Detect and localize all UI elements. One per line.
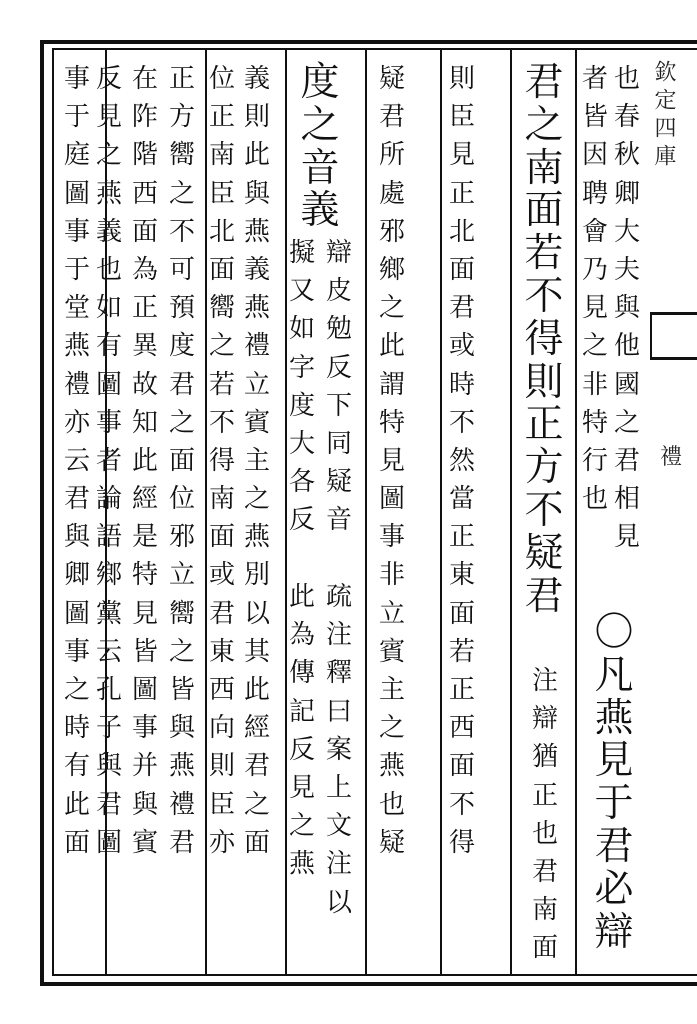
glyph: 正	[448, 675, 475, 705]
glyph: 異	[131, 331, 158, 362]
glyph: 正	[131, 293, 158, 324]
glyph: 此	[131, 445, 158, 476]
glyph: 可	[168, 254, 195, 285]
glyph: 見	[448, 140, 475, 171]
text-column-c3	[590, 612, 638, 954]
glyph: 與	[243, 178, 270, 209]
glyph: 事	[63, 636, 90, 667]
glyph: 皆	[131, 636, 158, 667]
glyph: 時	[63, 713, 90, 744]
glyph: 反	[325, 352, 352, 383]
glyph: 事	[95, 407, 122, 438]
glyph: 正	[531, 780, 558, 811]
glyph: 君	[524, 60, 564, 105]
glyph: 行	[581, 445, 608, 476]
glyph: 然	[448, 445, 475, 476]
glyph: 得	[448, 827, 475, 858]
glyph: 也	[95, 254, 122, 285]
glyph: 正	[448, 178, 475, 209]
glyph: 度	[168, 331, 195, 362]
glyph: 若	[208, 369, 235, 400]
glyph: 之	[288, 811, 315, 842]
glyph: 或	[208, 560, 235, 591]
glyph: 立	[168, 560, 195, 591]
text-column-c8	[240, 60, 274, 862]
glyph: 邪	[378, 216, 405, 247]
glyph: 此	[288, 582, 315, 612]
glyph: 亦	[63, 407, 90, 438]
glyph: 立	[243, 369, 270, 400]
glyph: 圖	[63, 178, 90, 209]
glyph: 嚮	[168, 140, 195, 171]
glyph: 如	[288, 314, 315, 345]
column-rule	[440, 48, 442, 976]
text-column-c4-note	[528, 662, 562, 968]
glyph: 疏	[325, 582, 352, 612]
glyph: 嚮	[208, 293, 235, 324]
glyph: 也	[378, 789, 405, 820]
glyph: 位	[208, 64, 235, 94]
glyph: 君	[243, 751, 270, 782]
glyph: 圖	[63, 598, 90, 629]
glyph: 燕	[63, 331, 90, 362]
glyph: 不	[524, 487, 564, 533]
glyph: 同	[325, 428, 352, 459]
glyph: 與	[613, 293, 640, 324]
glyph: 北	[448, 216, 475, 247]
glyph: 北	[208, 216, 235, 247]
glyph: 西	[208, 675, 235, 705]
text-column-c11	[128, 60, 162, 862]
glyph: 君	[594, 823, 634, 869]
glyph: 面	[524, 188, 564, 234]
side-marker: 禮	[660, 445, 683, 470]
text-column-c13	[60, 60, 94, 862]
glyph: 見	[131, 598, 158, 629]
glyph: 當	[448, 484, 475, 515]
glyph: 傳	[288, 658, 315, 689]
glyph: 疑	[524, 530, 564, 576]
glyph: 反	[288, 734, 315, 765]
glyph: 卿	[63, 560, 90, 591]
glyph: 面	[168, 445, 195, 476]
note-line	[285, 234, 319, 540]
glyph: 之	[243, 789, 270, 820]
glyph: 下	[325, 390, 352, 421]
glyph: 謂	[378, 369, 405, 400]
glyph: 主	[243, 445, 270, 476]
column-rule	[510, 48, 512, 976]
glyph: 也	[613, 64, 640, 94]
text-column-c9	[205, 60, 239, 862]
glyph: 以	[243, 598, 270, 629]
glyph: 面	[243, 827, 270, 858]
glyph: 向	[208, 713, 235, 744]
glyph: 凡	[594, 652, 634, 698]
glyph: 西	[448, 713, 475, 744]
glyph: 燕	[243, 522, 270, 553]
glyph: 非	[581, 369, 608, 400]
glyph: 義	[243, 254, 270, 285]
glyph: 若	[448, 636, 475, 667]
glyph: 見	[594, 738, 634, 784]
glyph: 經	[131, 484, 158, 515]
glyph: 案	[325, 734, 352, 765]
glyph: 有	[63, 751, 90, 782]
glyph: 見	[288, 772, 315, 803]
glyph: 南	[524, 145, 564, 191]
glyph: 則	[448, 64, 475, 94]
text-column-c1	[610, 60, 644, 556]
glyph: 燕	[243, 293, 270, 324]
glyph: 以	[325, 887, 352, 918]
glyph: 上	[325, 772, 352, 803]
glyph: 之	[63, 675, 90, 705]
glyph: 不	[524, 273, 564, 319]
glyph: 皮	[325, 276, 352, 307]
glyph: 正	[448, 522, 475, 553]
glyph: 預	[168, 293, 195, 324]
glyph: 見	[581, 293, 608, 324]
glyph: 注	[531, 666, 558, 696]
glyph: 別	[243, 560, 270, 591]
glyph: 者	[581, 64, 608, 94]
glyph: 事	[63, 216, 90, 247]
glyph: 有	[95, 331, 122, 362]
glyph: 圖	[378, 484, 405, 515]
glyph: 并	[131, 751, 158, 782]
glyph: 他	[613, 331, 640, 362]
edge-marker: 欽定四庫	[651, 60, 676, 172]
text-column-c2	[578, 60, 612, 518]
glyph: 臣	[208, 789, 235, 820]
glyph: 經	[243, 713, 270, 744]
glyph: 燕	[168, 751, 195, 782]
glyph: 臣	[448, 102, 475, 133]
glyph: 特	[378, 407, 405, 438]
glyph: 圖	[95, 369, 122, 400]
glyph: 禮	[243, 331, 270, 362]
glyph: 于	[594, 781, 634, 827]
glyph: 之	[581, 331, 608, 362]
glyph: 正	[168, 64, 195, 94]
glyph: 此	[378, 331, 405, 362]
glyph: 云	[63, 445, 90, 476]
glyph: 之	[300, 102, 340, 148]
glyph: 燕	[243, 216, 270, 247]
glyph: 夫	[613, 254, 640, 285]
glyph: 此	[243, 675, 270, 705]
glyph: 文	[325, 811, 352, 842]
glyph: 嚮	[168, 598, 195, 629]
glyph: 君	[168, 827, 195, 858]
glyph: 大	[288, 428, 315, 459]
glyph: 所	[378, 140, 405, 171]
glyph: 君	[378, 102, 405, 133]
glyph: 南	[208, 484, 235, 515]
glyph: 方	[524, 445, 564, 491]
glyph: 疑	[378, 827, 405, 858]
glyph: 度	[300, 60, 340, 105]
text-column-c4-main	[520, 62, 568, 618]
glyph: 面	[448, 751, 475, 782]
text-column-c5	[445, 60, 479, 862]
glyph: 辯	[531, 704, 558, 735]
glyph: 疑	[378, 64, 405, 94]
glyph: 不	[448, 789, 475, 820]
glyph: 為	[288, 620, 315, 651]
glyph: 辯	[325, 238, 352, 268]
glyph: 亦	[208, 827, 235, 858]
glyph: 之	[243, 484, 270, 515]
glyph: 堂	[63, 293, 90, 324]
glyph: 燕	[594, 695, 634, 741]
glyph: 之	[378, 713, 405, 744]
glyph: 皆	[168, 675, 195, 705]
glyph: 立	[378, 598, 405, 629]
glyph: 面	[448, 598, 475, 629]
glyph: 事	[63, 64, 90, 94]
glyph: 見	[613, 522, 640, 553]
glyph: 于	[63, 102, 90, 133]
glyph: 是	[131, 522, 158, 553]
text-column-c10	[165, 60, 199, 862]
text-column-c12	[92, 60, 126, 862]
glyph: 大	[613, 216, 640, 247]
glyph: 君	[613, 445, 640, 476]
glyph: 與	[168, 713, 195, 744]
glyph: 字	[288, 352, 315, 383]
glyph: 方	[168, 102, 195, 133]
glyph: 得	[208, 445, 235, 476]
glyph: 也	[531, 818, 558, 849]
glyph: 賓	[378, 636, 405, 667]
glyph: 與	[131, 789, 158, 820]
glyph: 國	[613, 369, 640, 400]
glyph: 庭	[63, 140, 90, 171]
glyph: 釋	[325, 658, 352, 689]
glyph: 春	[613, 102, 640, 133]
glyph: 皆	[581, 102, 608, 133]
glyph: 賓	[243, 407, 270, 438]
glyph: 君	[95, 789, 122, 820]
glyph: 反	[288, 505, 315, 536]
column-rule	[575, 48, 577, 976]
glyph: 則	[243, 102, 270, 133]
glyph: 若	[524, 231, 564, 277]
glyph: 君	[524, 573, 564, 619]
glyph: 義	[243, 64, 270, 94]
glyph: 必	[594, 866, 634, 912]
glyph: 記	[288, 696, 315, 727]
glyph: 面	[208, 522, 235, 553]
glyph: 辯	[594, 909, 634, 955]
glyph: 又	[288, 276, 315, 307]
glyph: 臣	[208, 178, 235, 209]
glyph: 此	[243, 140, 270, 171]
glyph: 特	[131, 560, 158, 591]
text-column-c6	[375, 60, 409, 862]
glyph: 黨	[95, 598, 122, 629]
glyph: 阼	[131, 102, 158, 133]
glyph: 注	[325, 620, 352, 651]
glyph: 論	[95, 484, 122, 515]
glyph: 秋	[613, 140, 640, 171]
glyph: 此	[63, 789, 90, 820]
glyph: 圖	[95, 827, 122, 858]
glyph: 正	[208, 102, 235, 133]
glyph: 見	[95, 102, 122, 133]
glyph: 如	[95, 293, 122, 324]
glyph: 孔	[95, 675, 122, 705]
glyph: 面	[448, 254, 475, 285]
glyph: 疑	[325, 467, 352, 498]
glyph: 其	[243, 636, 270, 667]
glyph: 燕	[95, 178, 122, 209]
glyph: 〇	[594, 610, 634, 655]
glyph: 或	[448, 331, 475, 362]
glyph: 君	[63, 484, 90, 515]
glyph: 會	[581, 216, 608, 247]
glyph: 知	[131, 407, 158, 438]
glyph: 階	[131, 140, 158, 171]
glyph: 音	[300, 145, 340, 191]
glyph: 時	[448, 369, 475, 400]
glyph: 擬	[288, 238, 315, 268]
glyph: 禮	[63, 369, 90, 400]
glyph: 語	[95, 522, 122, 553]
glyph: 之	[208, 331, 235, 362]
glyph: 不	[448, 407, 475, 438]
note-line	[322, 578, 356, 922]
glyph: 音	[325, 505, 352, 536]
glyph: 卿	[613, 178, 640, 209]
note-line	[285, 578, 319, 884]
glyph: 不	[208, 407, 235, 438]
glyph: 見	[378, 445, 405, 476]
fold-tab	[650, 312, 697, 360]
glyph: 燕	[288, 849, 315, 880]
glyph: 得	[524, 316, 564, 362]
glyph: 注	[325, 849, 352, 880]
glyph: 邪	[168, 522, 195, 553]
glyph: 東	[448, 560, 475, 591]
glyph: 之	[613, 407, 640, 438]
glyph: 南	[531, 895, 558, 926]
glyph: 主	[378, 675, 405, 705]
glyph: 君	[531, 856, 558, 887]
text-column-c7-main	[296, 62, 344, 233]
glyph: 與	[95, 751, 122, 782]
glyph: 因	[581, 140, 608, 171]
glyph: 義	[95, 216, 122, 247]
glyph: 不	[168, 216, 195, 247]
glyph: 猶	[531, 742, 558, 773]
glyph: 君	[208, 598, 235, 629]
glyph: 燕	[378, 751, 405, 782]
glyph: 云	[95, 636, 122, 667]
glyph: 正	[524, 402, 564, 448]
glyph: 之	[168, 407, 195, 438]
glyph: 之	[524, 102, 564, 148]
glyph: 義	[300, 188, 340, 234]
glyph: 位	[168, 484, 195, 515]
note-line	[322, 234, 356, 540]
glyph: 與	[63, 522, 90, 553]
glyph: 者	[95, 445, 122, 476]
glyph: 聘	[581, 178, 608, 209]
glyph: 賓	[131, 827, 158, 858]
glyph: 相	[613, 484, 640, 515]
glyph: 各	[288, 467, 315, 498]
glyph: 子	[95, 713, 122, 744]
glyph: 也	[581, 484, 608, 515]
glyph: 在	[131, 64, 158, 94]
glyph: 圖	[131, 675, 158, 705]
glyph: 故	[131, 369, 158, 400]
glyph: 事	[378, 522, 405, 553]
column-rule	[365, 48, 367, 976]
glyph: 東	[208, 636, 235, 667]
glyph: 之	[168, 178, 195, 209]
glyph: 反	[95, 64, 122, 94]
glyph: 之	[168, 636, 195, 667]
glyph: 面	[208, 254, 235, 285]
glyph: 則	[524, 359, 564, 405]
glyph: 鄉	[378, 254, 405, 285]
glyph: 面	[131, 216, 158, 247]
glyph: 君	[168, 369, 195, 400]
glyph: 度	[288, 390, 315, 421]
glyph: 之	[378, 293, 405, 324]
glyph: 則	[208, 751, 235, 782]
glyph: 勉	[325, 314, 352, 345]
glyph: 面	[531, 933, 558, 964]
glyph: 君	[448, 293, 475, 324]
glyph: 特	[581, 407, 608, 438]
glyph: 禮	[168, 789, 195, 820]
glyph: 事	[131, 713, 158, 744]
glyph: 南	[208, 140, 235, 171]
glyph: 鄉	[95, 560, 122, 591]
glyph: 非	[378, 560, 405, 591]
glyph: 為	[131, 254, 158, 285]
glyph: 于	[63, 254, 90, 285]
glyph: 處	[378, 178, 405, 209]
glyph: 曰	[325, 696, 352, 727]
glyph: 乃	[581, 254, 608, 285]
glyph: 西	[131, 178, 158, 209]
glyph: 之	[95, 140, 122, 171]
glyph: 面	[63, 827, 90, 858]
